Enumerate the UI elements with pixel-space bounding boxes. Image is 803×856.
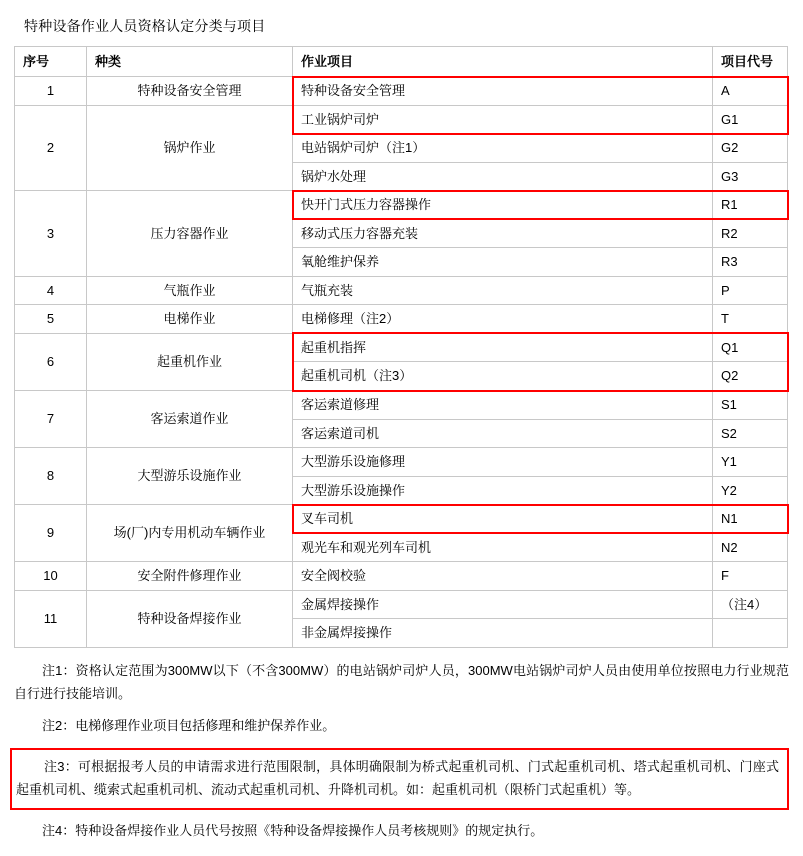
cell-code: P — [713, 276, 788, 305]
cell-item: 客运索道修理 — [293, 391, 713, 420]
table-row — [15, 77, 788, 106]
note-paragraph: 注4：特种设备焊接作业人员代号按照《特种设备焊接操作人员考核规则》的规定执行。 — [42, 822, 544, 838]
cell-item: 大型游乐设施修理 — [293, 448, 713, 477]
cell-item: 工业锅炉司炉 — [293, 105, 713, 134]
cell-item: 电站锅炉司炉（注1） — [293, 134, 713, 163]
cell-code: F — [713, 562, 788, 591]
cell-code: S2 — [713, 419, 788, 448]
cell-type: 特种设备安全管理 — [87, 77, 293, 106]
cell-type: 锅炉作业 — [87, 105, 293, 191]
cell-item: 起重机指挥 — [293, 333, 713, 362]
cell-item: 快开门式压力容器操作 — [293, 191, 713, 220]
cell-code: Y1 — [713, 448, 788, 477]
cell-item: 移动式压力容器充装 — [293, 219, 713, 248]
column-header-code: 项目代号 — [713, 47, 788, 77]
cell-item: 安全阀校验 — [293, 562, 713, 591]
cell-code: Y2 — [713, 476, 788, 505]
cell-type: 大型游乐设施作业 — [87, 448, 293, 505]
notes-section — [14, 660, 789, 843]
table-row — [15, 448, 788, 477]
cell-type: 气瓶作业 — [87, 276, 293, 305]
table-header-row — [15, 47, 788, 77]
cell-code: Q1 — [713, 333, 788, 362]
cell-code: T — [713, 305, 788, 334]
cell-no: 7 — [15, 391, 87, 448]
table-row — [15, 590, 788, 619]
cell-code: A — [713, 77, 788, 106]
cell-type: 压力容器作业 — [87, 191, 293, 277]
cell-code: N2 — [713, 533, 788, 562]
cell-code: G2 — [713, 134, 788, 163]
cell-no: 4 — [15, 276, 87, 305]
cell-item: 非金属焊接操作 — [293, 619, 713, 648]
note-paragraph: 注2：电梯修理作业项目包括修理和维护保养作业。 — [42, 718, 336, 734]
cell-type: 特种设备焊接作业 — [87, 590, 293, 647]
cell-no: 8 — [15, 448, 87, 505]
cell-item: 气瓶充装 — [293, 276, 713, 305]
cell-no: 11 — [15, 590, 87, 647]
cell-no: 5 — [15, 305, 87, 334]
cell-code: S1 — [713, 391, 788, 420]
cell-code: G3 — [713, 162, 788, 191]
table-row — [15, 333, 788, 362]
cell-code: R3 — [713, 248, 788, 277]
cell-code: R2 — [713, 219, 788, 248]
cell-item: 电梯修理（注2） — [293, 305, 713, 334]
cell-code: G1 — [713, 105, 788, 134]
note-paragraph: 注1：资格认定范围为300MW以下（不含300MW）的电站锅炉司炉人员，300MW电站锅炉司炉人员由使用单位按照电力行业规范自行进行技能培训。 — [14, 662, 789, 701]
cell-no: 10 — [15, 562, 87, 591]
cell-item: 观光车和观光列车司机 — [293, 533, 713, 562]
table-row — [15, 562, 788, 591]
cell-no: 6 — [15, 333, 87, 390]
table-row — [15, 105, 788, 134]
cell-code — [713, 619, 788, 648]
cell-type: 客运索道作业 — [87, 391, 293, 448]
cell-item: 特种设备安全管理 — [293, 77, 713, 106]
table-row — [15, 391, 788, 420]
column-header-no: 序号 — [15, 47, 87, 77]
cell-code: Q2 — [713, 362, 788, 391]
cell-code: R1 — [713, 191, 788, 220]
cell-type: 安全附件修理作业 — [87, 562, 293, 591]
table-row — [15, 305, 788, 334]
table-row — [15, 191, 788, 220]
cell-no: 1 — [15, 77, 87, 106]
cell-item: 锅炉水处理 — [293, 162, 713, 191]
cell-item: 起重机司机（注3） — [293, 362, 713, 391]
table-row — [15, 505, 788, 534]
cell-item: 金属焊接操作 — [293, 590, 713, 619]
column-header-type: 种类 — [87, 47, 293, 77]
qualification-table — [14, 46, 788, 648]
cell-no: 9 — [15, 505, 87, 562]
column-header-item: 作业项目 — [293, 47, 713, 77]
table-body — [15, 77, 788, 648]
table-row — [15, 276, 788, 305]
cell-item: 叉车司机 — [293, 505, 713, 534]
table-header — [15, 47, 788, 77]
cell-item: 客运索道司机 — [293, 419, 713, 448]
cell-code: N1 — [713, 505, 788, 534]
cell-type: 起重机作业 — [87, 333, 293, 390]
page-title: 特种设备作业人员资格认定分类与项目 — [24, 18, 266, 34]
cell-type: 电梯作业 — [87, 305, 293, 334]
cell-no: 2 — [15, 105, 87, 191]
cell-item: 大型游乐设施操作 — [293, 476, 713, 505]
cell-item: 氧舱维护保养 — [293, 248, 713, 277]
note-paragraph: 注3：可根据报考人员的申请需求进行范围限制，具体明确限制为桥式起重机司机、门式起重机司机、塔式起重机司机、门座式起重机司机、缆索式起重机司机、流动式起重机司机、升降机司机。如：起重机司机（限桥门式起重机）等。 — [10, 748, 789, 810]
cell-code: （注4） — [713, 590, 788, 619]
cell-type: 场(厂)内专用机动车辆作业 — [87, 505, 293, 562]
cell-no: 3 — [15, 191, 87, 277]
